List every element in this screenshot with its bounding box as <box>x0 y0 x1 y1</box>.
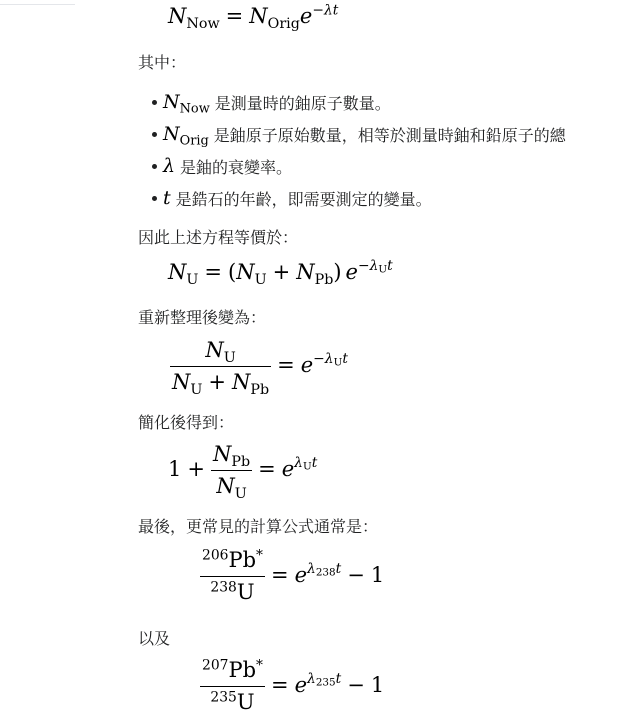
subscript-238: 238 <box>315 567 336 580</box>
exponent <box>357 258 393 277</box>
minus-sign: − <box>313 351 325 368</box>
symbol-n: N <box>216 474 235 498</box>
symbol-t: t <box>332 2 339 19</box>
symbol-n: N <box>168 260 187 284</box>
symbol-n: N <box>296 260 315 284</box>
symbol-pb: Pb <box>228 548 257 572</box>
subscript-u: U <box>223 349 236 366</box>
paragraph-where: 其中： <box>138 53 187 72</box>
subscript-u: U <box>378 264 388 277</box>
equals-sign: = <box>270 563 289 587</box>
asterisk: * <box>256 547 263 564</box>
paragraph-simplified: 簡化後得到： <box>138 413 235 432</box>
inline-math <box>163 155 175 177</box>
subscript-u: U <box>302 461 312 474</box>
list-item-text: 是測量時的鈾原子數量。 <box>214 93 391 113</box>
subscript-now: Now <box>179 101 210 117</box>
symbol-t: t <box>335 561 342 578</box>
asterisk: * <box>256 657 263 674</box>
denominator <box>200 687 265 713</box>
definition-list <box>152 86 566 214</box>
denominator <box>170 367 271 398</box>
list-item <box>152 86 566 118</box>
equation-rearranged <box>170 338 348 398</box>
symbol-e: e <box>345 260 358 284</box>
equals-sign: = <box>270 673 289 697</box>
mass-number: 207 <box>202 657 229 674</box>
mass-number: 235 <box>210 689 237 706</box>
symbol-lambda: λ <box>324 351 334 368</box>
symbol-n: N <box>168 4 187 28</box>
bullet-icon <box>152 100 157 105</box>
paragraph-rearranged: 重新整理後變為： <box>138 308 267 327</box>
bullet-icon <box>152 132 157 137</box>
symbol-n: N <box>232 370 251 394</box>
paragraph-therefore: 因此上述方程等價於： <box>138 228 299 247</box>
symbol-e: e <box>294 563 308 587</box>
digit-one: 1 <box>370 563 385 587</box>
minus-sign: − <box>347 563 365 587</box>
plus-sign: + <box>272 260 291 284</box>
plus-sign: + <box>208 370 227 394</box>
fraction <box>200 547 265 604</box>
fraction <box>170 338 271 398</box>
paragraph-and: 以及 <box>138 629 171 648</box>
equals-sign: = <box>258 457 276 481</box>
exponent <box>307 671 342 690</box>
symbol-n: N <box>212 442 232 466</box>
symbol-n: N <box>205 338 224 362</box>
minus-sign: − <box>357 258 370 275</box>
symbol-n: N <box>236 260 255 284</box>
symbol-e: e <box>299 4 313 28</box>
list-item <box>152 118 566 150</box>
numerator <box>211 444 252 471</box>
subscript-u: U <box>190 381 203 398</box>
numerator <box>170 340 271 367</box>
mass-number: 238 <box>210 579 237 596</box>
paragraph-finally: 最後，更常見的計算公式通常是： <box>138 517 379 536</box>
list-item-text: 是鋯石的年齡，即需要測定的變量。 <box>175 189 432 209</box>
symbol-n: N <box>163 123 180 145</box>
equation-pb206 <box>200 547 385 604</box>
digit-one: 1 <box>168 457 182 481</box>
symbol-u: U <box>236 580 255 604</box>
left-paren: ( <box>228 260 237 284</box>
equals-sign: = <box>204 260 223 284</box>
subscript-u: U <box>333 357 343 370</box>
symbol-lambda: λ <box>307 561 316 578</box>
list-item-text: 是鈾原子原始數量，相等於測量時鈾和鉛原子的總 <box>213 125 566 145</box>
numerator <box>200 657 265 687</box>
exponent <box>294 455 318 474</box>
denominator <box>200 577 265 603</box>
equation-equivalent <box>168 258 393 288</box>
equals-sign: = <box>225 4 244 28</box>
subscript-235: 235 <box>315 677 336 690</box>
subscript-now: Now <box>186 15 220 32</box>
exponent <box>313 351 348 370</box>
equation-simplified <box>168 442 318 502</box>
symbol-t: t <box>163 187 171 209</box>
fraction <box>211 442 252 502</box>
symbol-t: t <box>335 671 342 688</box>
plus-sign: + <box>187 457 205 481</box>
symbol-lambda: λ <box>294 455 303 472</box>
exponent <box>312 2 338 18</box>
symbol-n: N <box>172 370 191 394</box>
symbol-pb: Pb <box>228 658 257 682</box>
equation-decay <box>168 2 339 32</box>
minus-sign: − <box>347 673 365 697</box>
bullet-icon <box>152 196 157 201</box>
symbol-lambda: λ <box>163 155 176 177</box>
numerator <box>200 547 265 577</box>
right-paren: ) <box>333 260 342 284</box>
inline-math <box>163 91 210 117</box>
symbol-n: N <box>163 91 180 113</box>
subscript-orig: Orig <box>267 15 300 32</box>
symbol-n: N <box>249 4 268 28</box>
mass-number: 206 <box>202 547 229 564</box>
symbol-e: e <box>281 457 295 481</box>
symbol-t: t <box>311 455 318 472</box>
subscript-orig: Orig <box>179 133 209 149</box>
bullet-icon <box>152 164 157 169</box>
list-item-text: 是鈾的衰變率。 <box>180 157 293 177</box>
symbol-t: t <box>342 351 348 368</box>
minus-sign: − <box>312 2 324 19</box>
subscript-u: U <box>254 271 267 288</box>
symbol-lambda: λ <box>369 258 379 275</box>
equation-pb207 <box>200 657 385 714</box>
subscript-pb: Pb <box>250 381 270 398</box>
subscript-pb: Pb <box>231 453 251 470</box>
subscript-u: U <box>234 485 247 502</box>
list-item <box>152 182 566 214</box>
fraction <box>200 657 265 714</box>
symbol-t: t <box>387 258 393 275</box>
subscript-pb: Pb <box>314 271 334 288</box>
subscript-u: U <box>186 271 199 288</box>
symbol-e: e <box>294 673 308 697</box>
symbol-lambda: λ <box>307 671 316 688</box>
symbol-lambda: λ <box>323 2 333 19</box>
symbol-e: e <box>300 353 314 377</box>
equals-sign: = <box>277 353 295 377</box>
inline-math <box>163 187 171 209</box>
symbol-u: U <box>236 690 255 714</box>
denominator <box>211 471 252 502</box>
list-item <box>152 150 566 182</box>
exponent <box>307 561 342 580</box>
digit-one: 1 <box>370 673 385 697</box>
inline-math <box>163 123 209 149</box>
